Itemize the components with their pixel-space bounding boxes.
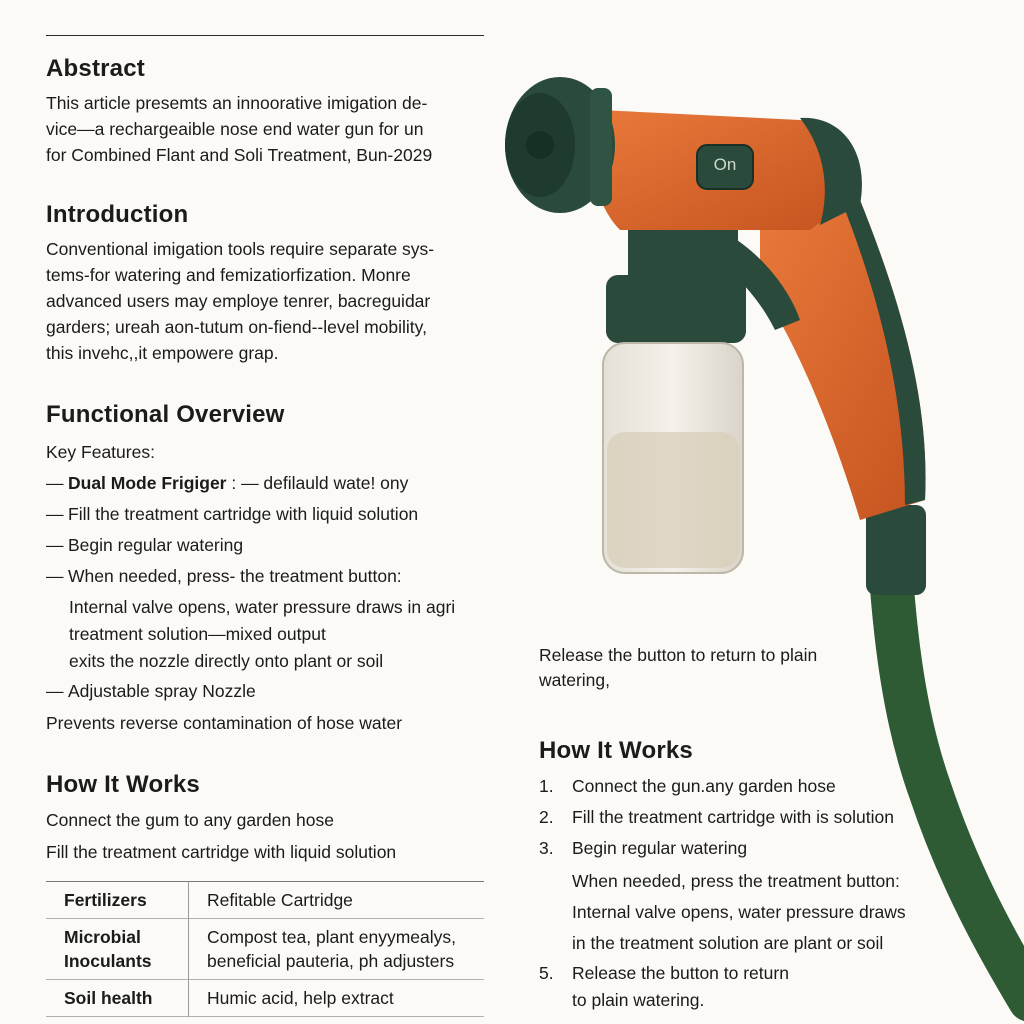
feature-item: — Adjustable spray Nozzle	[46, 681, 256, 701]
cont-line: in the treatment solution are plant or soil	[572, 933, 884, 953]
table-cell-category: Fertilizers	[46, 882, 189, 919]
table-cell-category: Soil health	[46, 980, 189, 1017]
release-note	[539, 643, 817, 693]
abstract-line: This article presemts an innoorative imigation de-	[46, 93, 428, 113]
table-row	[46, 980, 484, 1017]
feature-text: Adjustable spray Nozzle	[68, 681, 256, 701]
table-cell-category: Microbial Inoculants	[46, 919, 189, 980]
treatment-table	[46, 881, 484, 1017]
top-rule	[46, 35, 484, 36]
feature-text: Begin regular watering	[68, 535, 244, 555]
dual-mode-desc: : — defilauld wate! ony	[226, 473, 409, 493]
cont-line: Internal valve opens, water pressure draws	[572, 902, 906, 922]
how-left-line: Fill the treatment cartridge with liquid solution	[46, 842, 397, 862]
how-it-works-heading-right: How It Works	[539, 737, 693, 764]
step-number: 2.	[539, 807, 554, 827]
step-text: Release the button to return	[572, 963, 789, 983]
sub-line: treatment solution—mixed output	[69, 624, 326, 644]
step-text: Connect the gun.any garden hose	[572, 776, 836, 796]
step-item	[539, 773, 836, 799]
step-item	[539, 804, 894, 830]
intro-line: garders; ureah aon-tutum on-fiend--level mobility,	[46, 317, 427, 337]
table-cell-detail: Refitable Cartridge	[207, 890, 353, 910]
feature-item: — Fill the treatment cartridge with liquid solution	[46, 504, 419, 524]
feature-dual-mode: — Dual Mode Frigiger : — defilauld wate! ony	[46, 473, 409, 493]
intro-line: Conventional imigation tools require separate sys-	[46, 239, 435, 259]
abstract-heading: Abstract	[46, 55, 145, 82]
hose	[890, 560, 1024, 1000]
feature-item: — Begin regular watering	[46, 535, 244, 555]
feature-text: Fill the treatment cartridge with liquid solution	[68, 504, 419, 524]
step-continuation	[572, 866, 906, 959]
step-text: Fill the treatment cartridge with is solution	[572, 807, 894, 827]
abstract-line: vice—a rechargeaible nose end water gun for un	[46, 119, 424, 139]
intro-line: this invehc,,it empowere grap.	[46, 343, 279, 363]
abstract-text	[46, 90, 486, 168]
introduction-heading: Introduction	[46, 201, 189, 228]
key-features-label: Key Features:	[46, 442, 155, 462]
step-text: Begin regular watering	[572, 838, 748, 858]
how-it-works-heading-left: How It Works	[46, 771, 200, 798]
intro-line: advanced users may employe tenrer, bacreguidar	[46, 291, 431, 311]
feature-item: — When needed, press- the treatment button:	[46, 566, 402, 586]
on-button-label[interactable]: On	[713, 155, 737, 174]
detail-line: Compost tea, plant enyymealys,	[207, 927, 457, 947]
feature-sub-text	[69, 594, 489, 675]
step-item	[539, 835, 747, 861]
dual-mode-title: Dual Mode Frigiger	[68, 473, 227, 493]
feature-text: When needed, press- the treatment button:	[68, 566, 402, 586]
how-left-line: Connect the gum to any garden hose	[46, 810, 334, 830]
cont-line: When needed, press the treatment button:	[572, 871, 900, 891]
prevents-text: Prevents reverse contamination of hose water	[46, 713, 403, 733]
functional-overview-heading: Functional Overview	[46, 401, 285, 428]
intro-line: tems-for watering and femizatiorfization. Monre	[46, 265, 411, 285]
table-cell-detail	[189, 919, 485, 980]
cartridge-collar	[628, 230, 738, 280]
detail-line: beneficial pauteria, ph adjusters	[207, 951, 455, 971]
sub-line: exits the nozzle directly onto plant or soil	[69, 651, 384, 671]
table-row	[46, 882, 484, 919]
note-line: Release the button to return to plain	[539, 645, 818, 665]
note-line: watering,	[539, 670, 611, 690]
table-row	[46, 919, 484, 980]
step-item	[539, 960, 789, 986]
hose-connector	[866, 505, 926, 595]
sub-line: Internal valve opens, water pressure draws in agri	[69, 597, 456, 617]
step-text-cont: to plain watering.	[572, 990, 705, 1010]
step-number: 1.	[539, 776, 554, 796]
step-number: 3.	[539, 838, 554, 858]
table-cell-detail: Humic acid, help extract	[207, 988, 394, 1008]
abstract-line: for Combined Flant and Soli Treatment, Bun-2029	[46, 145, 433, 165]
step-number: 5.	[539, 963, 554, 983]
introduction-text	[46, 236, 486, 366]
